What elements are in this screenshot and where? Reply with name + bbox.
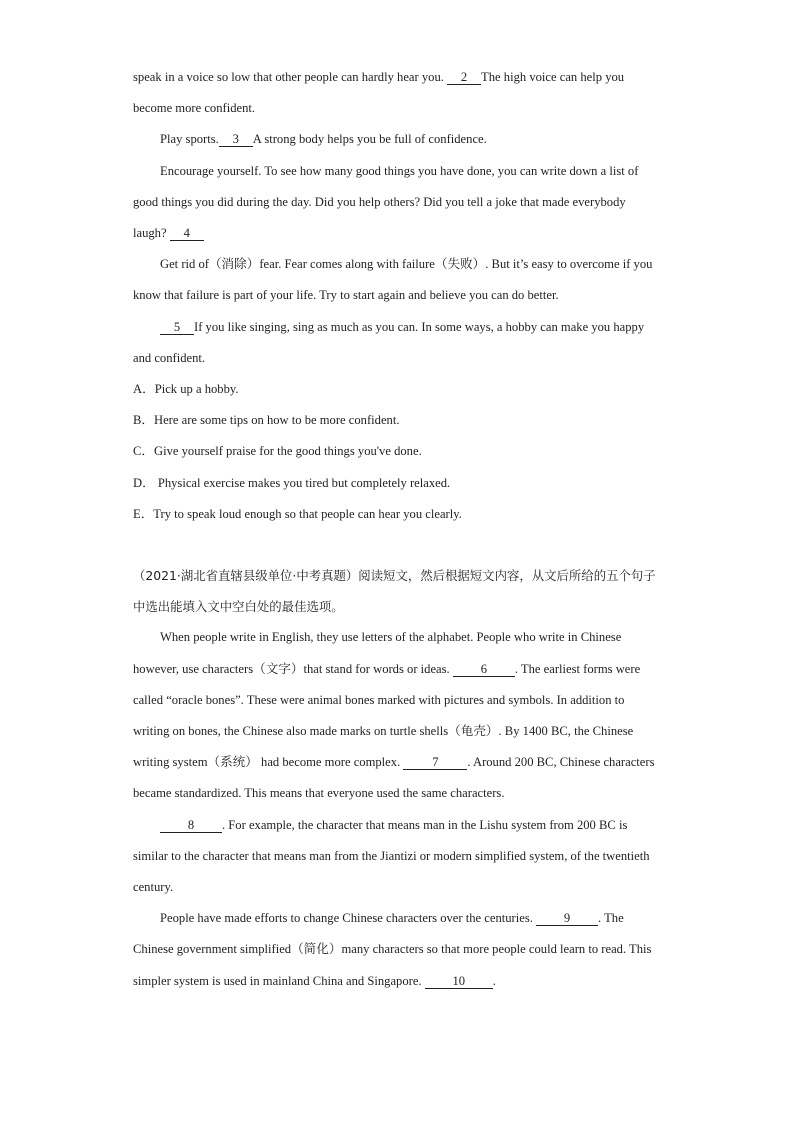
text: . For example, the character that means man in the Lishu system from 200 BC is similar to the character that means man from the Jiantizi or modern simplified system, of the twentieth century. (133, 817, 650, 895)
blank-4: 4 (170, 226, 204, 241)
blank-3: 3 (219, 132, 253, 147)
paragraph-4 (133, 249, 661, 311)
option-e: E．Try to speak loud enough so that people can hear you clearly. (133, 506, 462, 521)
blank-10: 10 (425, 974, 493, 989)
option-c: C．Give yourself praise for the good things you've done. (133, 444, 422, 459)
blank-9: 9 (536, 911, 598, 926)
text: . (492, 973, 496, 988)
text: Play sports. (160, 132, 219, 147)
text: . Around 200 BC, Chinese characters became standardized. This means that everyone used the same characters. (133, 755, 655, 801)
section-gap (133, 530, 661, 560)
text: Encourage yourself. To see how many good things you have done, you can write down a list of good things you did during the day. Did you help others? Did you tell a joke that made everybody laugh? (133, 163, 639, 241)
paragraph-1 (133, 62, 661, 124)
text: speak in a voice so low that other people can hardly hear you. (133, 70, 444, 84)
text: People have made efforts to change Chinese characters over the centuries. (160, 911, 533, 926)
text: Get rid of（消除）fear. Fear comes along with failure（失败）. But it’s easy to overcome if you know that failure is part of your life. Try to start again and believe you can do better. (133, 257, 653, 303)
paragraph-5 (133, 312, 661, 374)
question-intro: （2021·湖北省直辖县级单位·中考真题）阅读短文，然后根据短文内容，从文后所给的五个句子中选出能填入文中空白处的最佳选项。 (133, 568, 656, 615)
text: If you like singing, sing as much as you can. In some ways, a hobby can make you happy and confident. (133, 319, 645, 365)
paragraph-6 (133, 622, 661, 809)
blank-8: 8 (160, 818, 222, 833)
paragraph-3 (133, 156, 661, 250)
text: . The Chinese government simplified（简化）many characters so that more people could learn to read. This simpler system is used in mainland China and Singapore. (133, 911, 652, 988)
text: . The earliest forms were called “oracle bones”. These were animal bones marked with pictures and symbols. In addition to writing on bones, the Chinese also made marks on turtle shells（龟壳）. By 1400 BC, the Chinese writing system（系统） had become more complex. (133, 661, 641, 770)
option-b: B．Here are some tips on how to be more confident. (133, 413, 400, 428)
text: When people write in English, they use letters of the alphabet. People who write in Chinese however, use characters（文字）that stand for words or ideas. (133, 630, 622, 676)
blank-5: 5 (160, 320, 194, 335)
document-page (133, 62, 661, 997)
option-d: D． Physical exercise makes you tired but completely relaxed. (133, 475, 451, 490)
blank-2: 2 (447, 70, 481, 85)
text: A strong body helps you be full of confidence. (252, 132, 487, 147)
paragraph-7 (133, 810, 661, 904)
paragraph-2 (133, 124, 661, 155)
text: The high voice can help you become more confident. (133, 70, 625, 116)
option-a: A．Pick up a hobby. (133, 382, 239, 397)
paragraph-8 (133, 903, 661, 997)
blank-6: 6 (453, 662, 515, 677)
blank-7: 7 (403, 755, 467, 770)
